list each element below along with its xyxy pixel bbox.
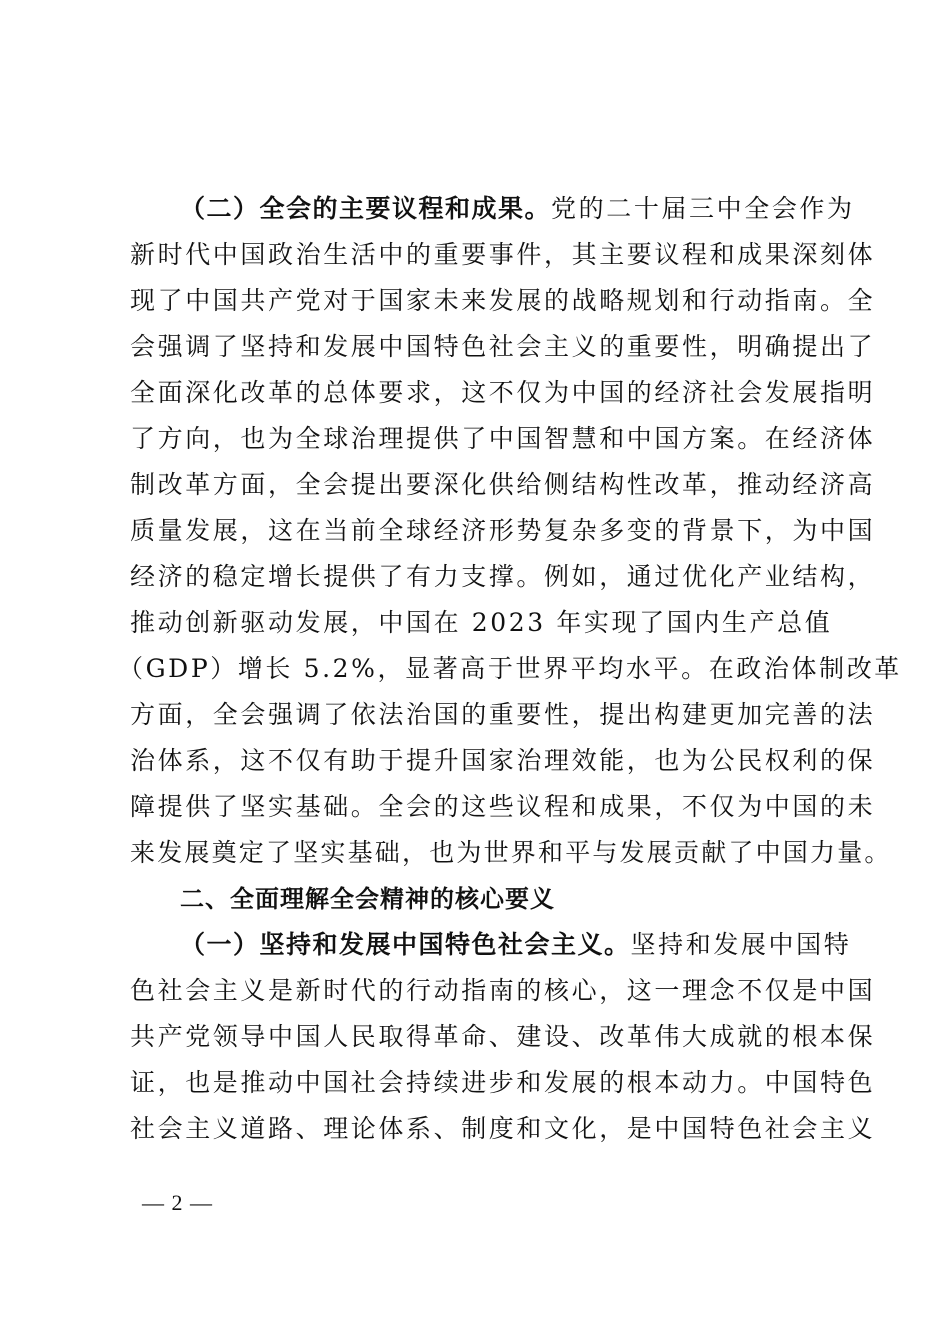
paragraph-line [180, 922, 852, 968]
paragraph-line: 现了中国共产党对于国家未来发展的战略规划和行动指南。全 [130, 286, 876, 315]
paragraph-line: 共产党领导中国人民取得革命、建设、改革伟大成就的根本保 [130, 1022, 876, 1051]
paragraph-line: 制改革方面，全会提出要深化供给侧结构性改革，推动经济高 [130, 470, 876, 499]
paragraph-lead-heading: （一）坚持和发展中国特色社会主义。 [180, 930, 631, 959]
paragraph-line: 经济的稳定增长提供了有力支撑。例如，通过优化产业结构， [130, 562, 876, 591]
paragraph-line: 了方向，也为全球治理提供了中国智慧和中国方案。在经济体 [130, 424, 876, 453]
paragraph-line: 推动创新驱动发展，中国在 2023 年实现了国内生产总值 [130, 608, 833, 637]
paragraph-text: 坚持和发展中国特 [630, 930, 852, 959]
paragraph-line: （GDP）增长 5.2%，显著高于世界平均水平。在政治体制改革 [118, 654, 902, 683]
paragraph-line: 全面深化改革的总体要求，这不仅为中国的经济社会发展指明 [130, 378, 876, 407]
paragraph-line: 质量发展，这在当前全球经济形势复杂多变的背景下，为中国 [130, 516, 876, 545]
paragraph-lead-heading: （二）全会的主要议程和成果。 [180, 194, 552, 223]
paragraph-line: 治体系，这不仅有助于提升国家治理效能，也为公民权利的保 [130, 746, 876, 775]
paragraph-line: 社会主义道路、理论体系、制度和文化，是中国特色社会主义 [130, 1114, 876, 1143]
paragraph-line: 来发展奠定了坚实基础，也为世界和平与发展贡献了中国力量。 [130, 838, 892, 867]
page-number: — 2 — [142, 1190, 213, 1215]
paragraph-text: 党的二十届三中全会作为 [551, 194, 855, 223]
paragraph-line [180, 186, 855, 232]
paragraph-line: 证，也是推动中国社会持续进步和发展的根本动力。中国特色 [130, 1068, 876, 1097]
paragraph-line: 障提供了坚实基础。全会的这些议程和成果，不仅为中国的未 [130, 792, 876, 821]
paragraph-line: 新时代中国政治生活中的重要事件，其主要议程和成果深刻体 [130, 240, 876, 269]
paragraph-line: 方面，全会强调了依法治国的重要性，提出构建更加完善的法 [130, 700, 876, 729]
paragraph-line: 色社会主义是新时代的行动指南的核心，这一理念不仅是中国 [130, 976, 876, 1005]
section-heading: 二、全面理解全会精神的核心要义 [180, 885, 555, 913]
paragraph-line: 会强调了坚持和发展中国特色社会主义的重要性，明确提出了 [130, 332, 876, 361]
